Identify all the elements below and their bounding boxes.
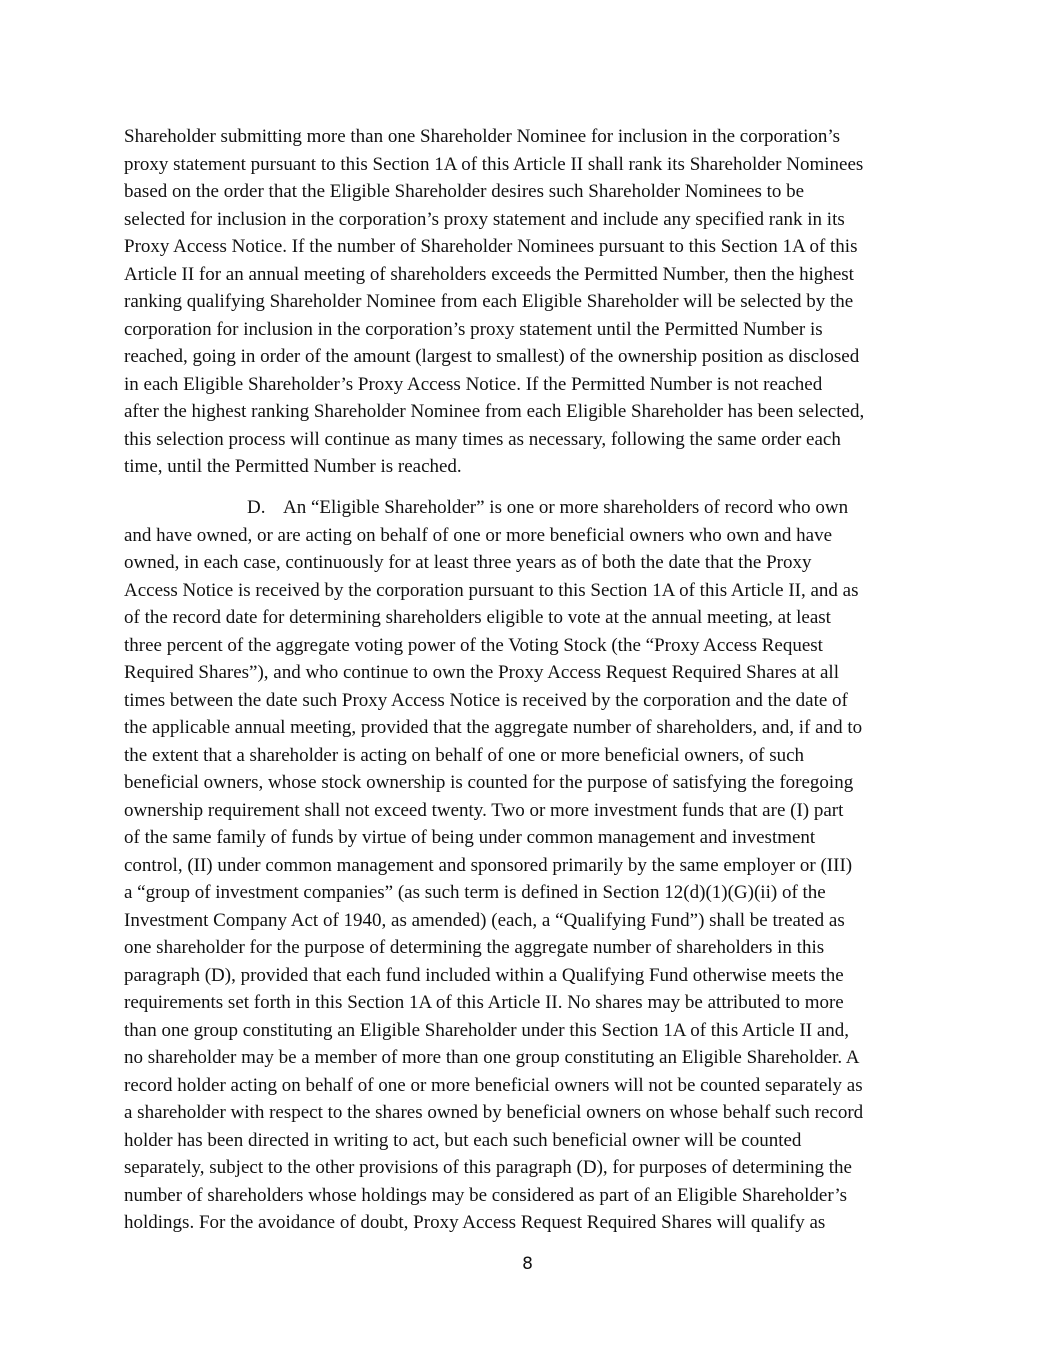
text-line: Investment Company Act of 1940, as amended) (each, a “Qualifying Fund”) shall be treated as (124, 909, 845, 931)
text-line: of the record date for determining shareholders eligible to vote at the annual meeting, at least (124, 607, 831, 628)
text-line: one shareholder for the purpose of determining the aggregate number of shareholders in this (124, 937, 825, 958)
text-line: Shareholder submitting more than one Shareholder Nominee for inclusion in the corporation’s (124, 126, 841, 147)
paragraph-label: D. (247, 497, 266, 518)
text-line: corporation for inclusion in the corporation’s proxy statement until the Permitted Number is (124, 318, 823, 340)
text-line: paragraph (D), provided that each fund included within a Qualifying Fund otherwise meets the (124, 964, 844, 986)
text-line: three percent of the aggregate voting power of the Voting Stock (the “Proxy Access Request (124, 634, 823, 656)
text-line: ranking qualifying Shareholder Nominee from each Eligible Shareholder will be selected by the (124, 291, 854, 312)
text-line: control, (II) under common management and sponsored primarily by the same employer or (III) (124, 854, 853, 876)
text-line: Required Shares”), and who continue to own the Proxy Access Request Required Shares at all (124, 662, 839, 683)
text-line: times between the date such Proxy Access Notice is received by the corporation and the date of (124, 689, 848, 711)
text-line: in each Eligible Shareholder’s Proxy Access Notice. If the Permitted Number is not reached (124, 373, 823, 395)
text-line: owned, in each case, continuously for at least three years as of both the date that the Proxy (124, 552, 812, 573)
text-line: the applicable annual meeting, provided that the aggregate number of shareholders, and, if and to (124, 717, 863, 738)
text-line: Article II for an annual meeting of shareholders exceeds the Permitted Number, then the highest (124, 263, 854, 285)
text-line: a shareholder with respect to the shares owned by beneficial owners on whose behalf such record (124, 1102, 864, 1123)
text-line: requirements set forth in this Section 1A of this Article II. No shares may be attributed to more (124, 992, 844, 1013)
page-number: 8 (522, 1254, 533, 1274)
text-line: ownership requirement shall not exceed twenty. Two or more investment funds that are (I) part (124, 799, 844, 821)
text-line: after the highest ranking Shareholder Nominee from each Eligible Shareholder has been selected, (124, 401, 865, 422)
paragraph-d (124, 494, 944, 1237)
paragraph-text: An “Eligible Shareholder” is one or more shareholders of record who own (283, 497, 849, 518)
text-line: Proxy Access Notice. If the number of Shareholder Nominees pursuant to this Section 1A of this (124, 236, 858, 257)
text-line: reached, going in order of the amount (largest to smallest) of the ownership position as disclosed (124, 346, 860, 367)
text-line: a “group of investment companies” (as such term is defined in Section 12(d)(1)(G)(ii) of the (124, 882, 826, 903)
text-line: than one group constituting an Eligible Shareholder under this Section 1A of this Article II and, (124, 1019, 850, 1041)
text-line: this selection process will continue as many times as necessary, following the same order each (124, 428, 841, 450)
text-line: no shareholder may be a member of more than one group constituting an Eligible Shareholder. A (124, 1047, 860, 1068)
text-line: number of shareholders whose holdings may be considered as part of an Eligible Shareholder’s (124, 1184, 848, 1206)
text-line: holder has been directed in writing to act, but each such beneficial owner will be counted (124, 1129, 802, 1151)
text-line: Access Notice is received by the corporation pursuant to this Section 1A of this Article II, and as (124, 579, 859, 601)
text-line: record holder acting on behalf of one or more beneficial owners will not be counted separately as (124, 1074, 863, 1096)
text-line: the extent that a shareholder is acting on behalf of one or more beneficial owners, of such (124, 744, 805, 766)
text-line: based on the order that the Eligible Shareholder desires such Shareholder Nominees to be (124, 181, 805, 202)
paragraph-d-first-line (124, 494, 944, 522)
text-line: of the same family of funds by virtue of being under common management and investment (124, 827, 816, 848)
text-line: separately, subject to the other provisions of this paragraph (D), for purposes of determining the (124, 1157, 852, 1178)
text-line: and have owned, or are acting on behalf of one or more beneficial owners who own and have (124, 524, 833, 546)
paragraph-1 (124, 123, 944, 481)
text-line: proxy statement pursuant to this Section 1A of this Article II shall rank its Shareholder Nominees (124, 153, 864, 175)
text-line: beneficial owners, whose stock ownership is counted for the purpose of satisfying the foregoing (124, 772, 854, 793)
text-line: holdings. For the avoidance of doubt, Proxy Access Request Required Shares will qualify as (124, 1212, 826, 1233)
text-line: selected for inclusion in the corporation’s proxy statement and include any specified rank in its (124, 208, 845, 230)
text-line: time, until the Permitted Number is reached. (124, 456, 462, 477)
